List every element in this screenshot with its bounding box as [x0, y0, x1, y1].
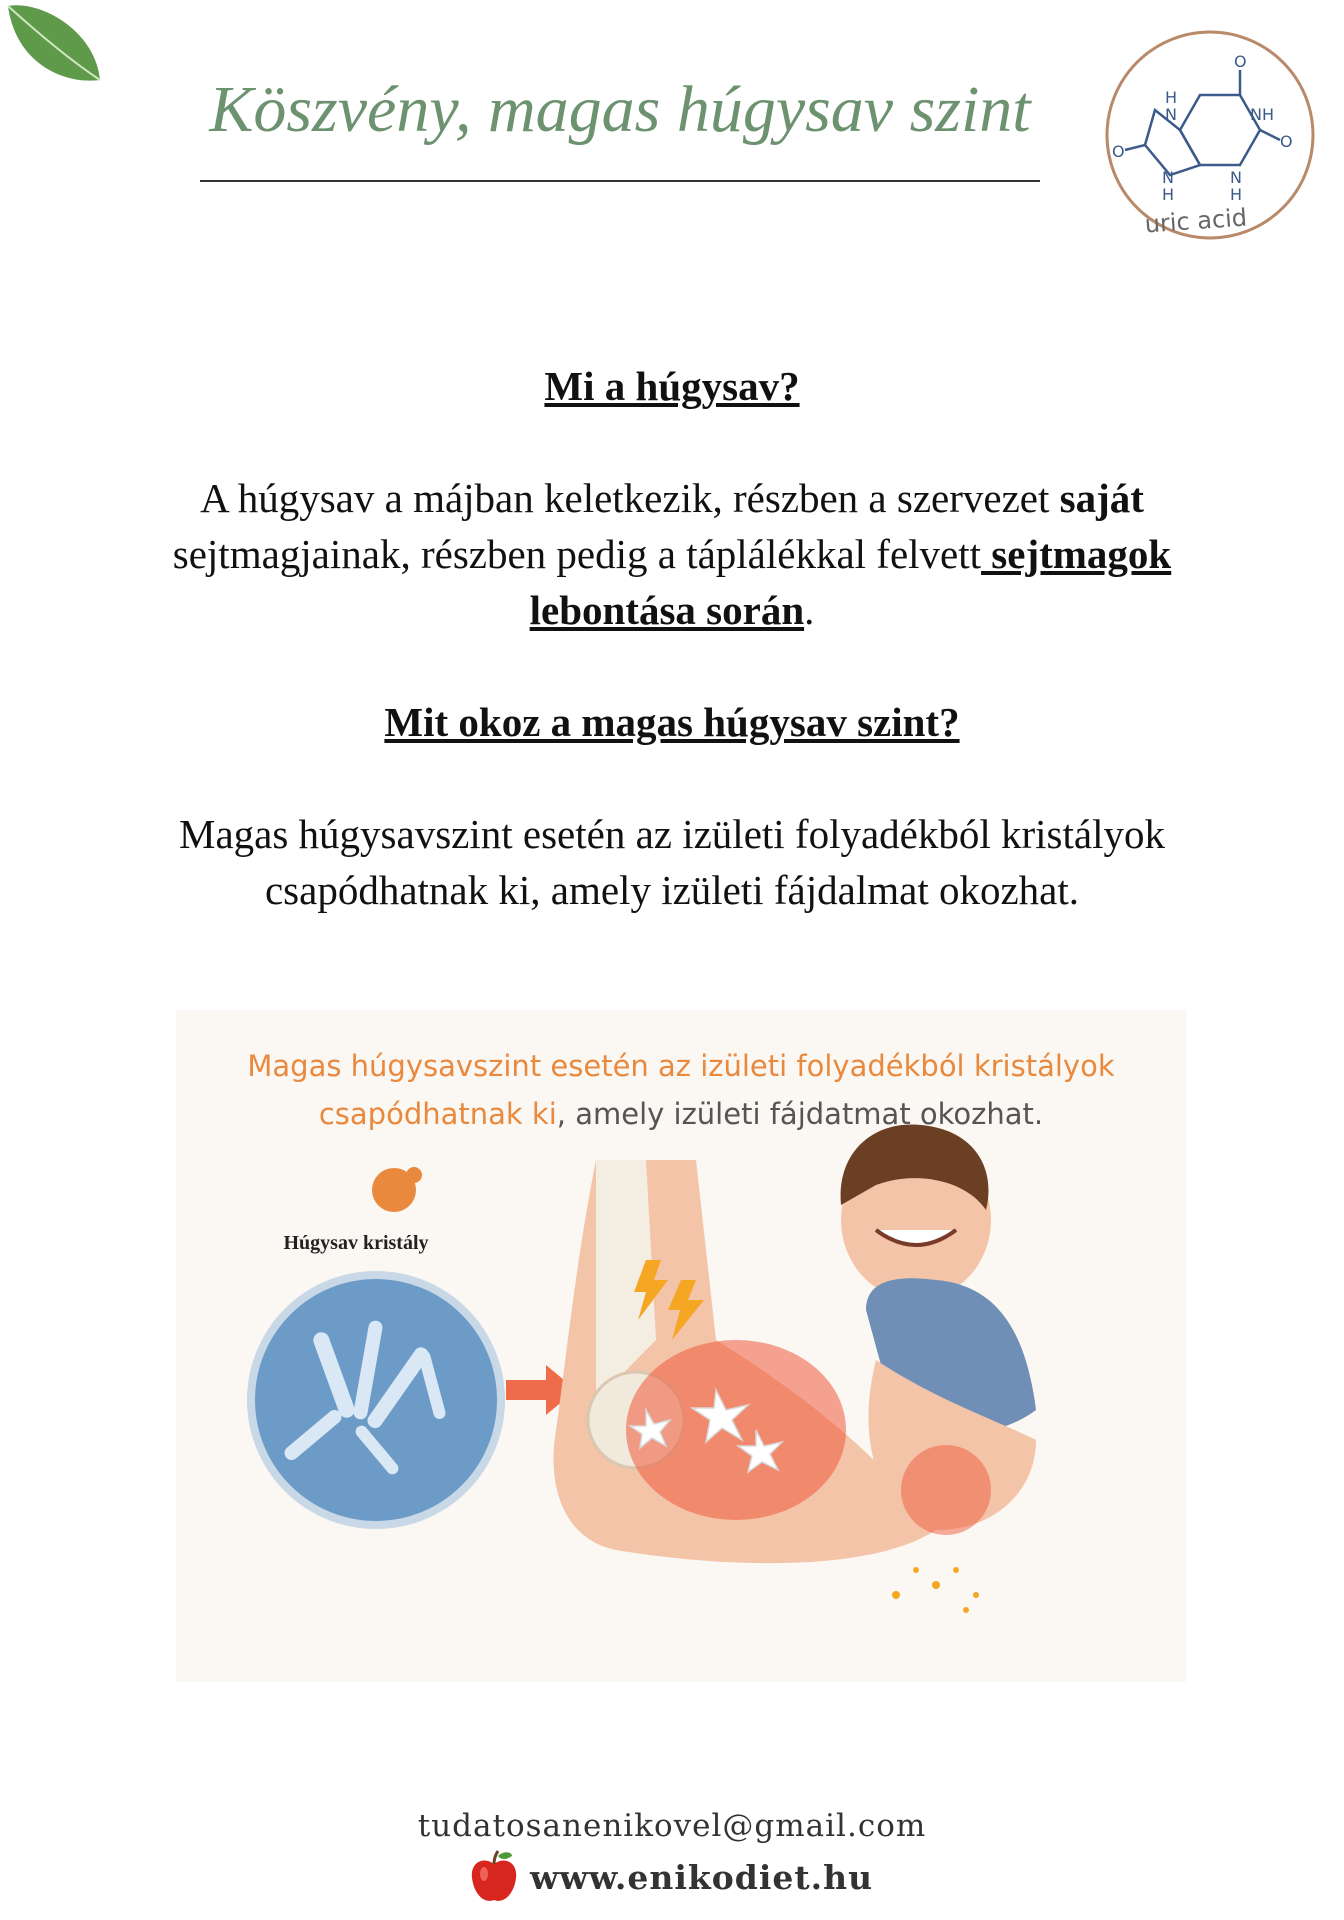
svg-text:N: N [1230, 168, 1242, 187]
paragraph-high-uric-acid-effect: Magas húgysavszint esetén az izületi folyadékból kristályok csapódhatnak ki, amely izületi fájdalmat okozhat. [178, 811, 1165, 913]
svg-text:O: O [1280, 132, 1293, 151]
heading-what-is-uric-acid: Mi a húgysav? [544, 363, 800, 409]
caption-gray-part: , amely izületi fájdatmat okozhat. [556, 1097, 1044, 1131]
gout-illustration [176, 1010, 1186, 1682]
heading-what-causes-high-uric-acid: Mit okoz a magas húgysav szint? [384, 699, 960, 745]
uric-acid-logo [1100, 25, 1320, 245]
caption-orange-part: Magas húgysavszint esetén az izületi folyadékból kristályok csapódhatnak ki [247, 1049, 1115, 1131]
illustration-caption [176, 1042, 1186, 1138]
definition-bold-underline-breakdown: sejtmagok lebontása során [529, 531, 1172, 633]
title-underline-divider [200, 180, 1040, 182]
svg-text:H: H [1162, 185, 1175, 204]
svg-text:N: N [1165, 105, 1177, 124]
svg-text:N: N [1162, 168, 1174, 187]
svg-text:O: O [1234, 52, 1247, 71]
page-title: Köszvény, magas húgysav szint [209, 73, 1031, 146]
footer-email[interactable]: tudatosanenikovel@gmail.com [417, 1808, 927, 1844]
definition-bold-own: saját [1059, 475, 1144, 521]
svg-text:H: H [1165, 88, 1178, 107]
svg-text:O: O [1112, 142, 1125, 161]
definition-text-2: sejtmagjainak, részben pedig a táplálékkal felvett [172, 531, 982, 577]
definition-text-3: . [804, 587, 815, 633]
apple-icon [468, 1848, 520, 1906]
svg-text:NH: NH [1250, 105, 1274, 124]
crystal-label: Húgysav kristály [283, 1232, 429, 1254]
footer-website[interactable]: www.enikodiet.hu [530, 1858, 874, 1897]
logo-text: uric acid [1143, 203, 1248, 239]
definition-text-1: A húgysav a májban keletkezik, részben a szervezet [200, 475, 1060, 521]
svg-text:H: H [1230, 185, 1243, 204]
leaf-decoration-icon [0, 0, 110, 95]
paragraph-uric-acid-definition [110, 470, 1234, 638]
